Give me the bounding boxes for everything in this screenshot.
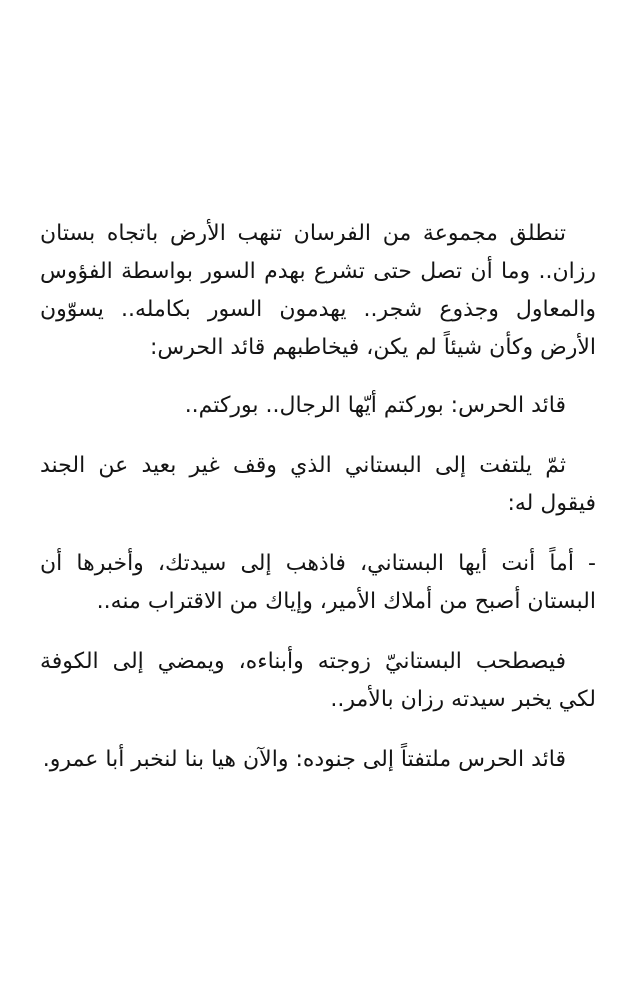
paragraph-4: - أماً أنت أيها البستاني، فاذهب إلى سيدتك، وأخبرها أن البستان أصبح من أملاك الأمير، وإياك من الاقتراب منه..: [40, 551, 596, 614]
paragraph-1: تنطلق مجموعة من الفرسان تنهب الأرض باتجاه بستان رزان.. وما أن تصل حتى تشرع بهدم السور بواسطة الفؤوس والمعاول وجذوع شجر.. يهدمون السور بكامله.. يسوّون الأرض وكأن شيئاً لم يكن، فيخاطبهم قائد الحرس:: [40, 221, 596, 360]
book-page: [40, 215, 596, 779]
paragraph-5: فيصطحب البستانيّ زوجته وأبناءه، ويمضي إلى الكوفة لكي يخبر سيدته رزان بالأمر..: [40, 649, 596, 712]
paragraph-2: قائد الحرس: بوركتم أيّها الرجال.. بوركتم..: [184, 393, 566, 418]
paragraph-3: ثمّ يلتفت إلى البستاني الذي وقف غير بعيد عن الجند فيقول له:: [40, 453, 596, 516]
paragraph-6: قائد الحرس ملتفتاً إلى جنوده: والآن هيا بنا لنخبر أبا عمرو.: [42, 747, 566, 772]
